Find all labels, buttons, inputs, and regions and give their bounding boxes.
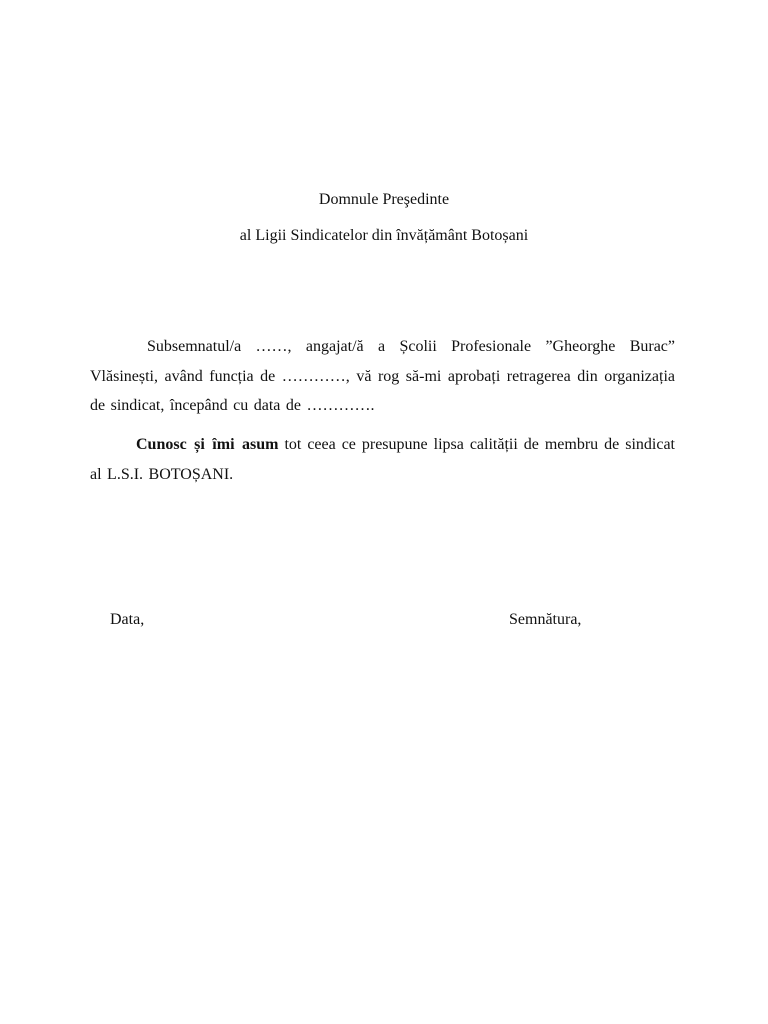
date-label: Data, — [110, 611, 145, 628]
acknowledgement-bold-lead: Cunosc și îmi asum — [136, 436, 279, 453]
acknowledgement-paragraph — [90, 430, 675, 489]
signature-label: Semnătura, — [509, 611, 582, 628]
addressee-organization: al Ligii Sindicatelor din învățământ Botoșani — [239, 227, 529, 244]
acknowledgement-text: tot ceea ce presupune lipsa calității de membru de sindicat al L.S.I. BOTOȘANI. — [90, 436, 675, 483]
addressee-title: Domnule Preşedinte — [318, 191, 450, 208]
request-paragraph — [90, 332, 675, 421]
request-text: Subsemnatul/a ……, angajat/ă a Școlii Profesionale ”Gheorghe Burac” Vlăsinești, având funcția de …………, vă rog să-mi aprobați retragerea din organizația de sindicat, începând cu data de …………. — [90, 338, 675, 414]
